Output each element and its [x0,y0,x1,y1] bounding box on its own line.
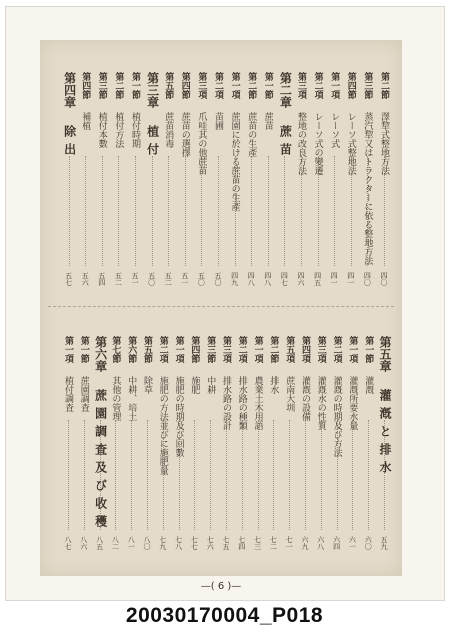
toc-leader-dots [152,156,154,266]
toc-leader-dots [334,156,336,266]
toc-leader-dots [218,156,220,266]
toc-entry-title: 植付 [145,125,160,161]
toc-entry-mark: 第四章 [62,72,77,108]
toc-leader-dots [69,156,71,266]
toc-leader-dots [337,420,339,530]
toc-leader-dots [118,156,120,266]
toc-leader-dots [115,420,117,530]
toc-leader-dots [168,156,170,266]
toc-entry-title: 排水 [268,376,279,394]
toc-entry-mark: 第四節 [189,336,200,363]
toc-page-ref: 七四 [237,536,246,550]
toc-page-ref: 四五 [313,272,322,286]
toc-page-ref: 五六 [81,272,90,286]
toc-page-ref: 六四 [332,536,341,550]
toc-leader-dots [367,156,369,266]
toc-entry-mark: 第一節 [262,72,273,99]
toc-entry-mark: 第三章 [145,72,160,108]
toc-entry-mark: 第一項 [347,336,358,363]
toc-leader-dots [301,156,303,266]
toc-page-ref: 八七 [64,536,72,550]
toc-entry-mark: 第三項 [221,336,231,363]
toc-page-ref: 八〇 [143,536,151,550]
toc-entry-mark: 第二節 [379,72,389,99]
toc-page-ref: 七六 [206,536,215,550]
toc-leader-dots [305,420,307,530]
toc-leader-dots [321,420,323,530]
toc-page-ref: 四九 [230,272,239,286]
toc-leader-dots [384,156,386,266]
toc-page-ref: 七五 [222,536,230,550]
toc-leader-dots [194,420,196,530]
toc-entry-title: 其他の管理 [110,376,121,421]
toc-entry-mark: 第二項 [236,336,247,363]
toc-page-ref: 六九 [301,536,309,550]
toc-leader-dots [179,420,181,530]
section-divider [48,306,394,307]
toc-page-ref: 四〇 [380,272,388,286]
toc-leader-dots [351,156,353,266]
toc-page-ref: 七九 [158,536,167,550]
toc-leader-dots [242,420,244,530]
toc-leader-dots [289,420,291,530]
toc-entry-title: 蔗苗の選擇 [179,112,190,157]
toc-entry-title: 蔗園調査 [78,376,89,412]
toc-entry-title: 施肥の時期及び回數 [173,376,184,457]
toc-entry-mark: 第五節 [142,336,152,363]
toc-entry-title: 植付方法 [113,112,124,148]
toc-leader-dots [384,420,386,530]
toc-entry-title: 蔗園に於ける蔗苗の生產 [229,112,240,211]
toc-entry-mark: 第一項 [173,336,184,363]
toc-entry-mark: 第二節 [268,336,279,363]
toc-entry-mark: 第一節 [363,336,374,363]
toc-entry-title: 補植 [80,112,91,130]
image-caption: 20030170004_P018 [125,604,324,627]
toc-page-ref: 四一 [330,272,339,286]
toc-entry-title: 蔗苗 [262,112,273,130]
toc-page-ref: 五一 [131,272,139,286]
toc-entry-title: 植付時期 [130,112,140,148]
toc-leader-dots [84,420,86,530]
toc-leader-dots [163,420,165,530]
toc-entry-mark: 第二節 [246,72,257,99]
toc-page-ref: 五二 [164,272,173,286]
toc-entry-title: 灌漑の設備 [300,376,310,421]
toc-page-ref: 七三 [253,536,262,550]
toc-entry-title: 苗圃 [213,112,223,130]
toc-entry-mark: 第一節 [130,72,140,99]
toc-entry-title: 灌漑所要水量 [347,376,358,430]
toc-entry-title: 中耕、培土 [126,376,137,421]
toc-leader-dots [251,156,253,266]
toc-upper-section [40,72,402,292]
toc-leader-dots [135,156,137,266]
toc-leader-dots [268,156,270,266]
toc-entry-title: 施肥 [189,376,200,394]
toc-entry-title: 蔗園調査及び收穫 [93,389,108,533]
toc-leader-dots [201,156,203,266]
toc-page-ref: 五〇 [214,272,222,286]
page-number: —( 6 )— [200,581,242,592]
toc-entry-title: 排水路の種類 [236,376,247,430]
toc-page-ref: 四八 [263,272,272,286]
toc-page-ref: 七一 [285,536,294,550]
toc-entry-title: 灌漑の時期及び方法 [331,376,342,457]
toc-entry-mark: 第一項 [229,72,240,99]
toc-leader-dots [85,156,87,266]
toc-page-ref: 七七 [190,536,199,550]
toc-entry-mark: 第二項 [312,72,323,99]
toc-entry-mark: 第五節 [163,72,174,99]
toc-leader-dots [100,420,102,530]
toc-leader-dots [210,420,212,530]
document-page [40,40,402,592]
toc-leader-dots [273,420,275,530]
toc-page-ref: 八六 [79,536,88,550]
toc-page-ref: 四〇 [363,272,372,286]
toc-entry-title: レーソ式整地法 [345,112,356,175]
toc-page-ref: 六〇 [364,536,373,550]
toc-entry-mark: 第三節 [96,72,107,99]
toc-entry-mark: 第一項 [252,336,263,363]
toc-entry-mark: 第四節 [345,72,356,99]
toc-entry-mark: 第三項 [296,72,306,99]
toc-entry-title: 排水路の設計 [221,376,231,430]
toc-entry-mark: 第二項 [331,336,342,363]
toc-entry-mark: 第一項 [63,336,73,363]
toc-entry-title: 除草 [142,376,152,394]
toc-leader-dots [235,156,237,266]
toc-page-ref: 五九 [380,536,388,550]
toc-entry-title: レーソ式 [329,112,340,148]
toc-page-ref: 七二 [269,536,278,550]
toc-entry-title: レーソ式の變遷 [312,112,323,175]
toc-page-ref: 六八 [316,536,325,550]
toc-page-ref: 五一 [180,272,189,286]
toc-page-ref: 八二 [111,536,120,550]
toc-page-ref: 八一 [127,536,136,550]
toc-leader-dots [147,420,149,530]
toc-entry-mark: 第三項 [196,72,207,99]
toc-leader-dots [284,156,286,266]
toc-page-ref: 六一 [348,536,357,550]
toc-entry-mark: 第二章 [278,72,293,108]
toc-entry-title: 蔗苗の生產 [246,112,257,157]
toc-entry-title: 蔗南大圳 [284,376,295,412]
toc-leader-dots [318,156,320,266]
toc-entry-mark: 第五章 [378,336,392,372]
toc-entry-mark: 第三節 [362,72,373,99]
toc-page-ref: 五〇 [197,272,206,286]
toc-page-ref: 四六 [297,272,305,286]
toc-lower-section [40,336,402,556]
toc-entry-mark: 第二項 [157,336,168,363]
toc-entry-mark: 第六節 [126,336,137,363]
toc-page-ref: 四八 [247,272,256,286]
toc-entry-mark: 第二節 [113,72,124,99]
toc-entry-mark: 第六章 [93,336,108,372]
toc-page-ref: 五二 [114,272,123,286]
toc-page-ref: 四七 [280,272,289,286]
toc-entry-title: 農業土木用語 [252,376,263,430]
toc-entry-mark: 第二項 [213,72,223,99]
toc-entry-title: 灌漑水の性質 [315,376,326,430]
toc-entry-title: 整地の改良方法 [296,112,306,175]
toc-leader-dots [226,420,228,530]
toc-page-ref: 五四 [97,272,106,286]
toc-entry-title: 澤犂式整地方法 [379,112,389,175]
toc-entry-title: 施肥の方法並びに施肥量 [157,376,168,475]
toc-leader-dots [185,156,187,266]
toc-page-ref: 四一 [346,272,355,286]
toc-page-ref: 五〇 [147,272,156,286]
toc-entry-title: 植付調査 [63,376,73,412]
toc-entry-title: 灌漑 [363,376,374,394]
toc-leader-dots [258,420,260,530]
toc-entry-title: 蔗苗 [278,125,293,161]
toc-entry-title: 蒸汽犂又はトラクターに依る整地方法 [362,112,373,265]
toc-entry-mark: 第四項 [300,336,310,363]
toc-entry-title: 除出 [62,125,77,161]
toc-leader-dots [131,420,133,530]
toc-leader-dots [352,420,354,530]
toc-entry-mark: 第三節 [205,336,216,363]
toc-entry-mark: 第一節 [78,336,89,363]
toc-entry-mark: 第四節 [179,72,190,99]
toc-entry-title: 中耕 [205,376,216,394]
toc-entry-mark: 第一項 [329,72,340,99]
toc-entry-mark: 第三項 [315,336,326,363]
toc-entry-title: 灌漑と排水 [378,389,392,479]
toc-leader-dots [68,420,70,530]
toc-leader-dots [102,156,104,266]
toc-entry-title: 爪哇其の他蔗苗 [196,112,207,175]
toc-page-ref: 八五 [95,536,104,550]
toc-page-ref: 五七 [64,272,73,286]
toc-entry-mark: 第七節 [110,336,121,363]
toc-entry-title: 植付本數 [96,112,107,148]
toc-leader-dots [368,420,370,530]
toc-entry-title: 蔗苗消毒 [163,112,174,148]
toc-entry-mark: 第四節 [80,72,91,99]
toc-entry-mark: 第五項 [284,336,295,363]
toc-page-ref: 七八 [174,536,183,550]
